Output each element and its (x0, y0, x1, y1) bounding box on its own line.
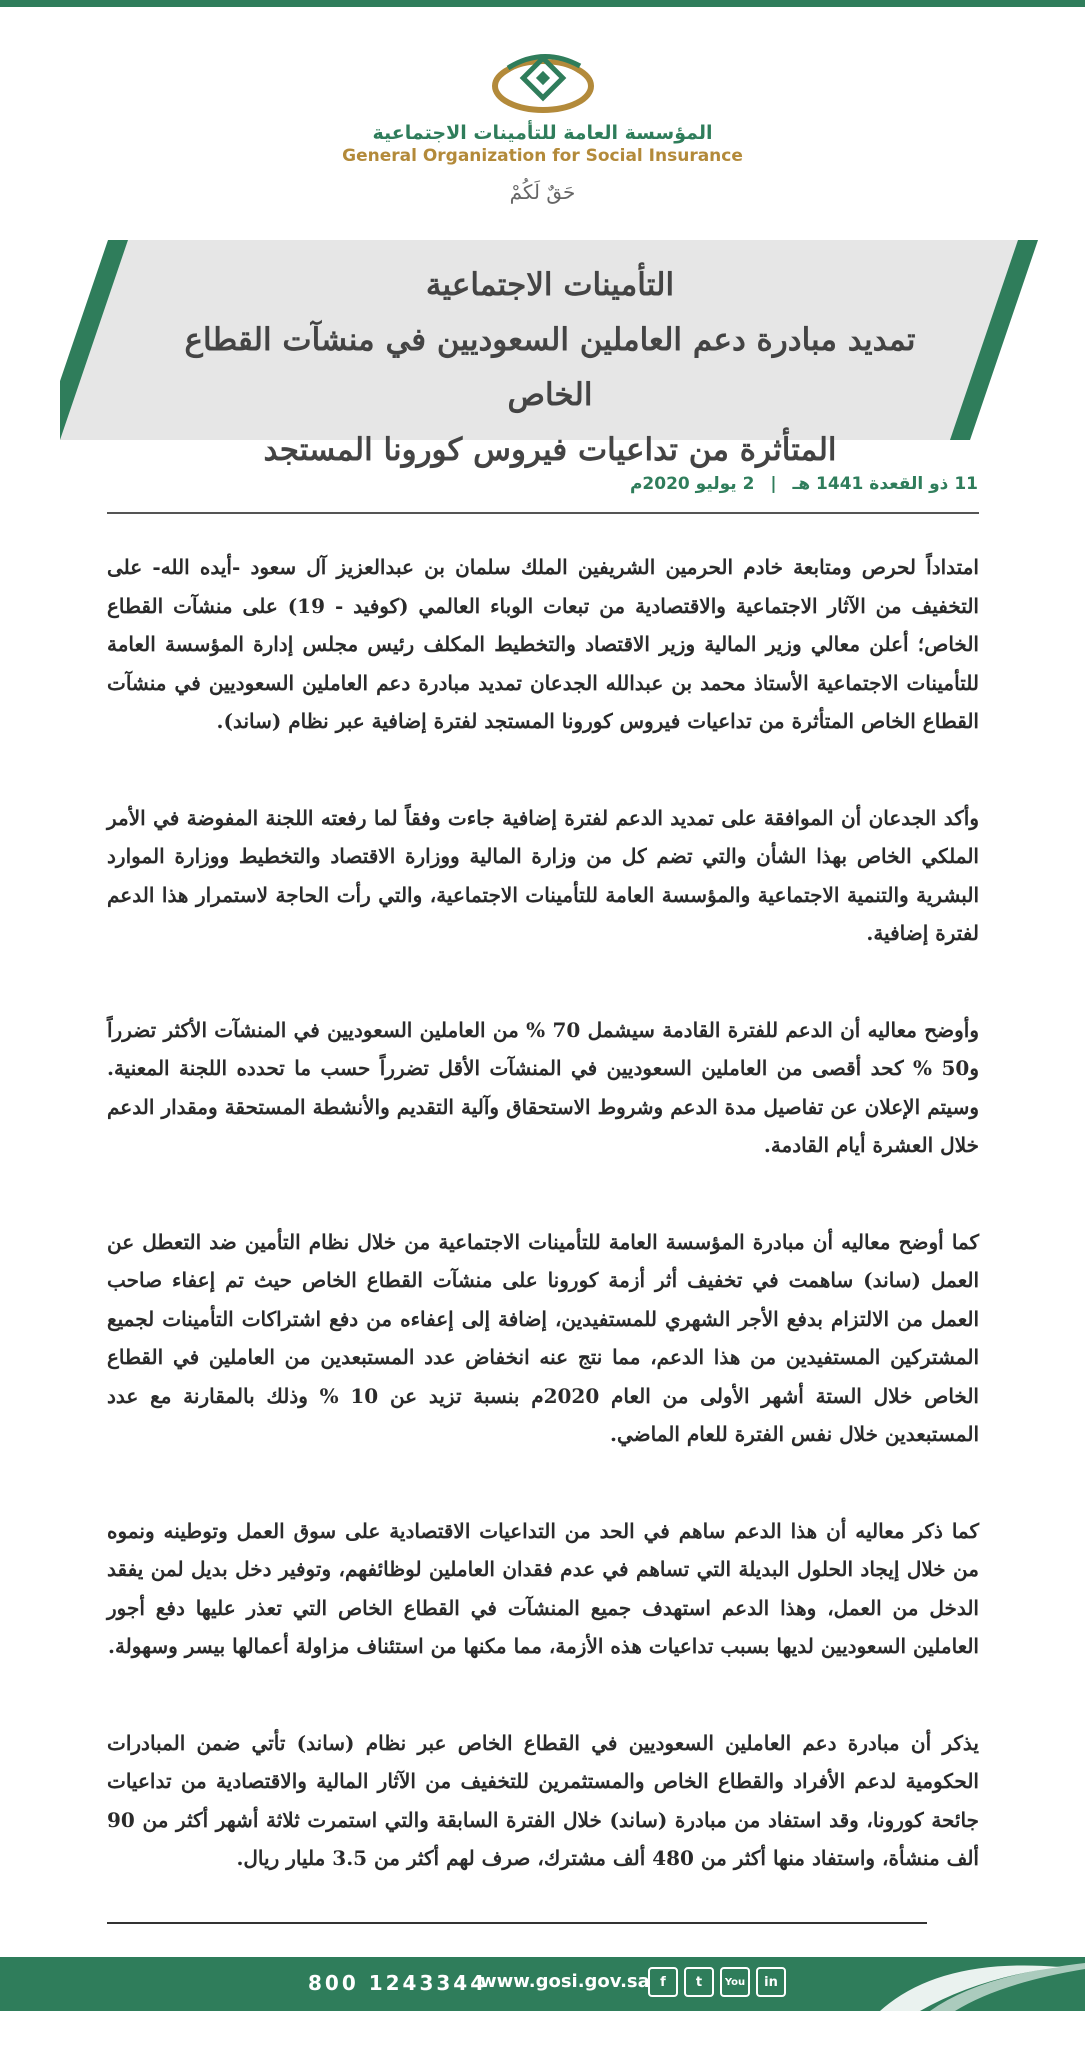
paragraph-4: كما أوضح معاليه أن مبادرة المؤسسة العامة للتأمينات الاجتماعية من خلال نظام التأمين ضد التعطل عن العمل (ساند) ساهمت في تخفيف أثر أزمة كورونا على منشآت القطاع الخاص حيث تم إعفاء صاحب العمل من الالتزام بدفع الأجر الشهري للمستفيدين، إضافة إلى إعفاءه من دفع اشتراكات التأمينات لجميع المشتركين المستفيدين من هذا الدعم، مما نتج عنه انخفاض عدد المستبعدين من العاملين في القطاع الخاص خلال الستة أشهر الأولى من العام 2020م بنسبة تزيد عن 10 % وذلك بالمقارنة مع عدد المستبعدين خلال نفس الفترة للعام الماضي. (107, 1229, 979, 1446)
gosi-logo (0, 48, 1085, 204)
title-line-3: المتأثرة من تداعيات فيروس كورونا المستجد (263, 432, 837, 468)
org-name-arabic: المؤسسة العامة للتأمينات الاجتماعية (372, 122, 713, 144)
youtube-icon[interactable]: You (720, 1967, 750, 1997)
gosi-emblem-icon (488, 48, 598, 118)
header-divider (107, 512, 979, 514)
paragraph-6: يذكر أن مبادرة دعم العاملين السعوديين في القطاع الخاص عبر نظام (ساند) تأتي ضمن المبادرات الحكومية لدعم الأفراد والقطاع الخاص والمستثمرين للتخفيف من الآثار المالية والاقتصادية من تداعيات جائحة كورونا، وقد استفاد من مبادرة (ساند) خلال الفترة السابقة والتي استمرت ثلاثة أشهر أكثر من 90 ألف منشأة، واستفاد منها أكثر من 480 ألف مشترك، صرف لهم أكثر من 3.5 مليار ريال. (107, 1730, 979, 1870)
date-hijri: 11 ذو القعدة 1441 هـ (792, 474, 978, 494)
footer-bar (0, 1957, 1085, 2011)
paragraph-3: وأوضح معاليه أن الدعم للفترة القادمة سيشمل 70 % من العاملين السعوديين في المنشآت الأكثر تضرراً و50 % كحد أقصى من العاملين السعوديين في المنشآت الأقل تضرراً حسب ما تحدده اللجنة المعنية. وسيتم الإعلان عن تفاصيل مدة الدعم وشروط الاستحقاق وآلية التقديم والأنشطة المستحقة ومقدار الدعم خلال العشرة أيام القادمة. (107, 1017, 979, 1157)
slogan: حَقٌ لَكُمْ (509, 180, 576, 204)
footer-swoosh-icon (860, 1957, 1085, 2011)
title-line-1: التأمينات الاجتماعية (425, 267, 675, 303)
social-icons (648, 1967, 786, 1997)
date-gregorian: 2 يوليو 2020م (629, 474, 755, 494)
paragraph-5: كما ذكر معاليه أن هذا الدعم ساهم في الحد من التداعيات الاقتصادية على سوق العمل وتوطينه ونموه من خلال إيجاد الحلول البديلة التي تساهم في عدم فقدان العاملين لوظائفهم، وتوفير دخل بديل لمن يفقد الدخل من العمل، وهذا الدعم استهدف جميع المنشآت في القطاع الخاص التي تعذر عليها دفع أجور العاملين السعوديين لديها بسبب تداعيات هذه الأزمة، مما مكنها من استئناف مزاولة أعمالها بيسر وسهولة. (107, 1518, 979, 1658)
paragraph-1: امتداداً لحرص ومتابعة خادم الحرمين الشريفين الملك سلمان بن عبدالعزيز آل سعود -أيده الله- على التخفيف من الآثار الاجتماعية والاقتصادية من تبعات الوباء العالمي (كوفيد - 19) على منشآت القطاع الخاص؛ أعلن معالي وزير المالية وزير الاقتصاد والتخطيط المكلف رئيس مجلس إدارة المؤسسة العامة للتأمينات الاجتماعية الأستاذ محمد بن عبدالله الجدعان تمديد مبادرة دعم العاملين السعوديين في منشآت القطاع الخاص المتأثرة من تداعيات فيروس كورونا المستجد لفترة إضافية عبر نظام (ساند). (107, 555, 979, 733)
paragraph-2: وأكد الجدعان أن الموافقة على تمديد الدعم لفترة إضافية جاءت وفقاً لما رفعته اللجنة المفوضة في الأمر الملكي الخاص بهذا الشأن والتي تضم كل من وزارة المالية ووزارة الاقتصاد والتخطيط ووزارة الموارد البشرية والتنمية الاجتماعية والمؤسسة العامة للتأمينات الاجتماعية، والتي رأت الحاجة لاستمرار هذا الدعم لفترة إضافية. (107, 805, 979, 945)
facebook-icon[interactable]: f (648, 1967, 678, 1997)
footer-divider (107, 1922, 927, 1924)
release-date (630, 474, 978, 494)
press-release-body (107, 548, 979, 1936)
org-name-english: General Organization for Social Insurance (342, 146, 743, 166)
title-banner (60, 240, 1038, 468)
footer-website-link[interactable]: www.gosi.gov.sa (480, 1971, 650, 1992)
date-separator: | (770, 474, 777, 494)
linkedin-icon[interactable]: in (756, 1967, 786, 1997)
title-line-2: تمديد مبادرة دعم العاملين السعوديين في منشآت القطاع الخاص (184, 322, 916, 413)
top-accent-line (0, 0, 1085, 7)
footer-phone-number[interactable]: 800 1243344 (308, 1971, 488, 1995)
twitter-icon[interactable]: t (684, 1967, 714, 1997)
